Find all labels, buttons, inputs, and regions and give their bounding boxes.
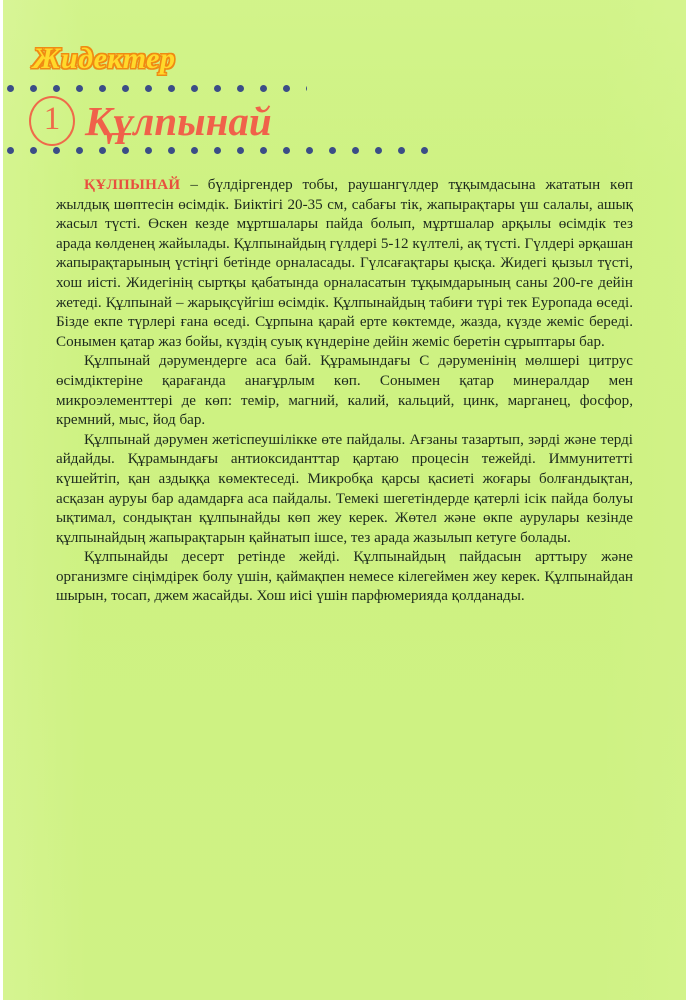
dot: [7, 147, 14, 154]
dot: [99, 147, 106, 154]
dot: [168, 147, 175, 154]
dot: [283, 85, 290, 92]
dot: [237, 85, 244, 92]
page-canvas: [3, 0, 686, 1000]
dot: [168, 85, 175, 92]
chapter-number: 1: [43, 100, 61, 137]
paragraph: [56, 352, 633, 430]
dot: [7, 85, 14, 92]
dot: [306, 85, 307, 92]
dot: [53, 85, 60, 92]
dot: [214, 147, 221, 154]
decorative-dotted-rule-bottom: [7, 146, 432, 154]
paragraph: [56, 431, 633, 549]
section-kicker: Жидектер: [33, 42, 176, 75]
paragraph: [56, 548, 633, 607]
page-title: Құлпынай: [85, 97, 272, 144]
dot: [306, 147, 313, 154]
dot: [145, 85, 152, 92]
dot: [260, 147, 267, 154]
dot: [53, 147, 60, 154]
lead-word: ҚҰЛПЫНАЙ: [84, 177, 181, 193]
dot: [99, 85, 106, 92]
dot: [145, 147, 152, 154]
dot: [191, 85, 198, 92]
dot: [421, 147, 428, 154]
paragraph-text: Құлпынайды десерт ретінде жейді. Құлпынайдың пайдасын арттыру және организмге сіңімдірек болу үшін, қаймақпен немесе кілегеймен жеу керек. Құлпынайдан шырын, тосап, джем жасайды. Хош иісі үшін парфюмерияда қолданады.: [56, 549, 633, 605]
dot: [260, 85, 267, 92]
paragraph-text: – бүлдіргендер тобы, раушангүлдер тұқымдасына жататын көп жылдық шөптесін өсімдік. Биіктігі 20-35 см, сабағы тік, жапырақтары үш салалы, ашық жасыл түсті. Өскен кезде мұртшалары пайда болып, мұртшалар арқылы өсімдік тез арада көлденең жайылады. Құлпынайдың гүлдері 5-12 күлтелі, ақ түсті. Гүлдері әрқашан жапырақтарының үстіңгі бетінде орналасады. Гүлсағақтары қысқа. Жидегі қызыл түсті, хош иісті. Жидегінің сыртқы қабатында орналасатын тұқымдарының саны 200-ге дейін жетеді. Құлпынай – жарықсүйгіш өсімдік. Құлпынайдың табиғи түрі тек Еуропада өседі. Бізде екпе түрлері ғана өседі. Сұрпына қарай ерте көктемде, жазда, күзде жеміс береді. Сонымен қатар жаз бойы, күздің суық күндеріне дейін жеміс беретін сұрыптары бар.: [56, 177, 633, 350]
decorative-dotted-rule-top: [7, 84, 307, 92]
dot: [375, 147, 382, 154]
chapter-number-circle: [29, 96, 75, 146]
dot: [122, 85, 129, 92]
dot: [237, 147, 244, 154]
dot: [30, 85, 37, 92]
dot: [191, 147, 198, 154]
article-body: [56, 176, 633, 607]
dot: [398, 147, 405, 154]
dot: [76, 147, 83, 154]
dot: [352, 147, 359, 154]
dot: [30, 147, 37, 154]
dot: [329, 147, 336, 154]
paragraph-text: Құлпынай дәрумен жетіспеушілікке өте пайдалы. Ағзаны тазартып, зәрді және терді айдайды. Құрамындағы антиоксиданттар қартаю процесін тежейді. Иммунитетті күшейтіп, қан аздыққа көмектеседі. Микробқа қарсы қасиеті жоғары болғандықтан, асқазан ауруы бар адамдарға аса пайдалы. Темекі шегетіндерде қатерлі ісік пайда болуы ықтимал, сондықтан құлпынайды көп жеу керек. Жөтел және өкпе аурулары кезінде құлпынайдың жапырақтарын қайнатып ішсе, тез арада жазылып кетуге болады.: [56, 431, 633, 546]
dot: [76, 85, 83, 92]
chapter-title-block: [29, 96, 272, 146]
dot: [283, 147, 290, 154]
paragraph-text: Құлпынай дәрумендерге аса бай. Құрамындағы С дәруменінің мөлшері цитрус өсімдіктеріне қарағанда анағұрлым көп. Сонымен қатар минералдар мен микроэлементтері де көп: темір, магний, калий, кальций, цинк, марганец, фосфор, кремний, мыс, йод бар.: [56, 353, 633, 429]
paragraph: [56, 176, 633, 352]
dot: [214, 85, 221, 92]
dot: [122, 147, 129, 154]
